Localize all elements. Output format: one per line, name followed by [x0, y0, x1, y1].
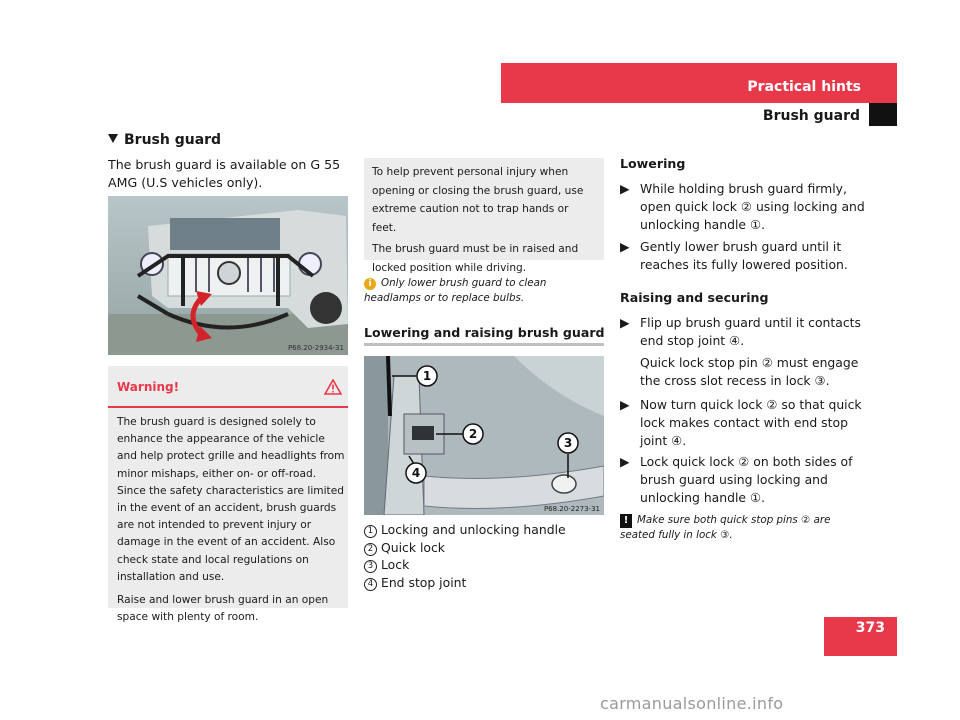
chapter-header-bar — [501, 63, 897, 103]
svg-text:1: 1 — [422, 369, 432, 383]
warning-box — [108, 366, 348, 624]
triangle-down-icon — [108, 134, 118, 143]
warning-text — [117, 414, 345, 632]
raising-step: ▶ Now turn quick lock ② so that quick lock makes contact with end stop joint ④. — [620, 397, 862, 448]
brush-guard-mechanism-photo — [364, 356, 604, 515]
arrow-bullet-icon: ▶ — [620, 181, 630, 196]
section-header-title: Brush guard — [762, 108, 860, 124]
legend-item: 2 Quick lock — [364, 539, 566, 557]
section-title: Brush guard — [108, 132, 221, 148]
page-number-box — [824, 617, 897, 656]
warning-paragraph: The brush guard is designed solely to enhance the appearance of the vehicle and help protect grille and headlights from minor mishaps, either on- or off-road. Since the safety characteristics are limited in the event of an accident, brush guards are not intended to prevent injury or damage in the event of an accident. Also check state and local regulations on installation and use. — [117, 416, 345, 583]
svg-text:4: 4 — [411, 466, 421, 480]
raising-step: ▶ Lock quick lock ② on both sides of brush guard using locking and unlocking handle ①. — [620, 454, 853, 505]
legend-item: 4 End stop joint — [364, 574, 566, 592]
caution-paragraph: The brush guard must be in raised and locked position while driving. — [372, 243, 579, 274]
page-number: 373 — [855, 620, 885, 636]
raising-step-detail: Quick lock stop pin ② must engage the cross slot recess in lock ③. — [640, 355, 859, 388]
info-note: i Only lower brush guard to clean headlamps or to replace bulbs. — [364, 277, 547, 304]
intro-text: The brush guard is available on G 55 AMG (U.S vehicles only). — [108, 157, 341, 190]
warning-paragraph: Raise and lower brush guard in an open space with plenty of room. — [117, 594, 329, 624]
header-marker-block — [869, 103, 897, 126]
exclamation-icon: ! — [620, 514, 632, 528]
legend-list — [364, 521, 566, 591]
raising-heading: Raising and securing — [620, 290, 769, 305]
legend-item: 1 Locking and unlocking handle — [364, 521, 566, 539]
raising-step: ▶ Flip up brush guard until it contacts end stop joint ④. — [620, 315, 861, 348]
legend-item: 3 Lock — [364, 556, 566, 574]
watermark: carmanualsonline.info — [600, 694, 784, 713]
brush-guard-vehicle-photo — [108, 196, 348, 355]
caution-paragraph: To help prevent personal injury when opening or closing the brush guard, use extreme caution not to trap hands or feet. — [372, 166, 584, 234]
caution-box — [364, 158, 604, 274]
warning-title: Warning! — [117, 380, 180, 394]
attention-note: ! Make sure both quick stop pins ② are seated fully in lock ③. — [620, 514, 831, 541]
photo-code-label: P68.20-2934-31 — [287, 344, 344, 352]
lowering-heading: Lowering — [620, 156, 686, 171]
arrow-bullet-icon: ▶ — [620, 397, 630, 412]
lowering-step: ▶ While holding brush guard firmly, open quick lock ② using locking and unlocking handle ①. — [620, 181, 865, 232]
heading-rule — [364, 343, 604, 346]
lowering-raising-heading: Lowering and raising brush guard — [364, 325, 605, 340]
lowering-step: ▶ Gently lower brush guard until it reaches its fully lowered position. — [620, 239, 848, 272]
svg-text:3: 3 — [563, 436, 573, 450]
warning-triangle-icon — [324, 379, 342, 395]
arrow-bullet-icon: ▶ — [620, 315, 630, 330]
chapter-title: Practical hints — [747, 79, 861, 95]
warning-divider — [108, 406, 348, 408]
svg-text:2: 2 — [468, 427, 478, 441]
arrow-bullet-icon: ▶ — [620, 454, 630, 469]
info-icon: i — [364, 278, 376, 290]
arrow-bullet-icon: ▶ — [620, 239, 630, 254]
photo-code-label: P68.20-2273-31 — [543, 505, 600, 513]
